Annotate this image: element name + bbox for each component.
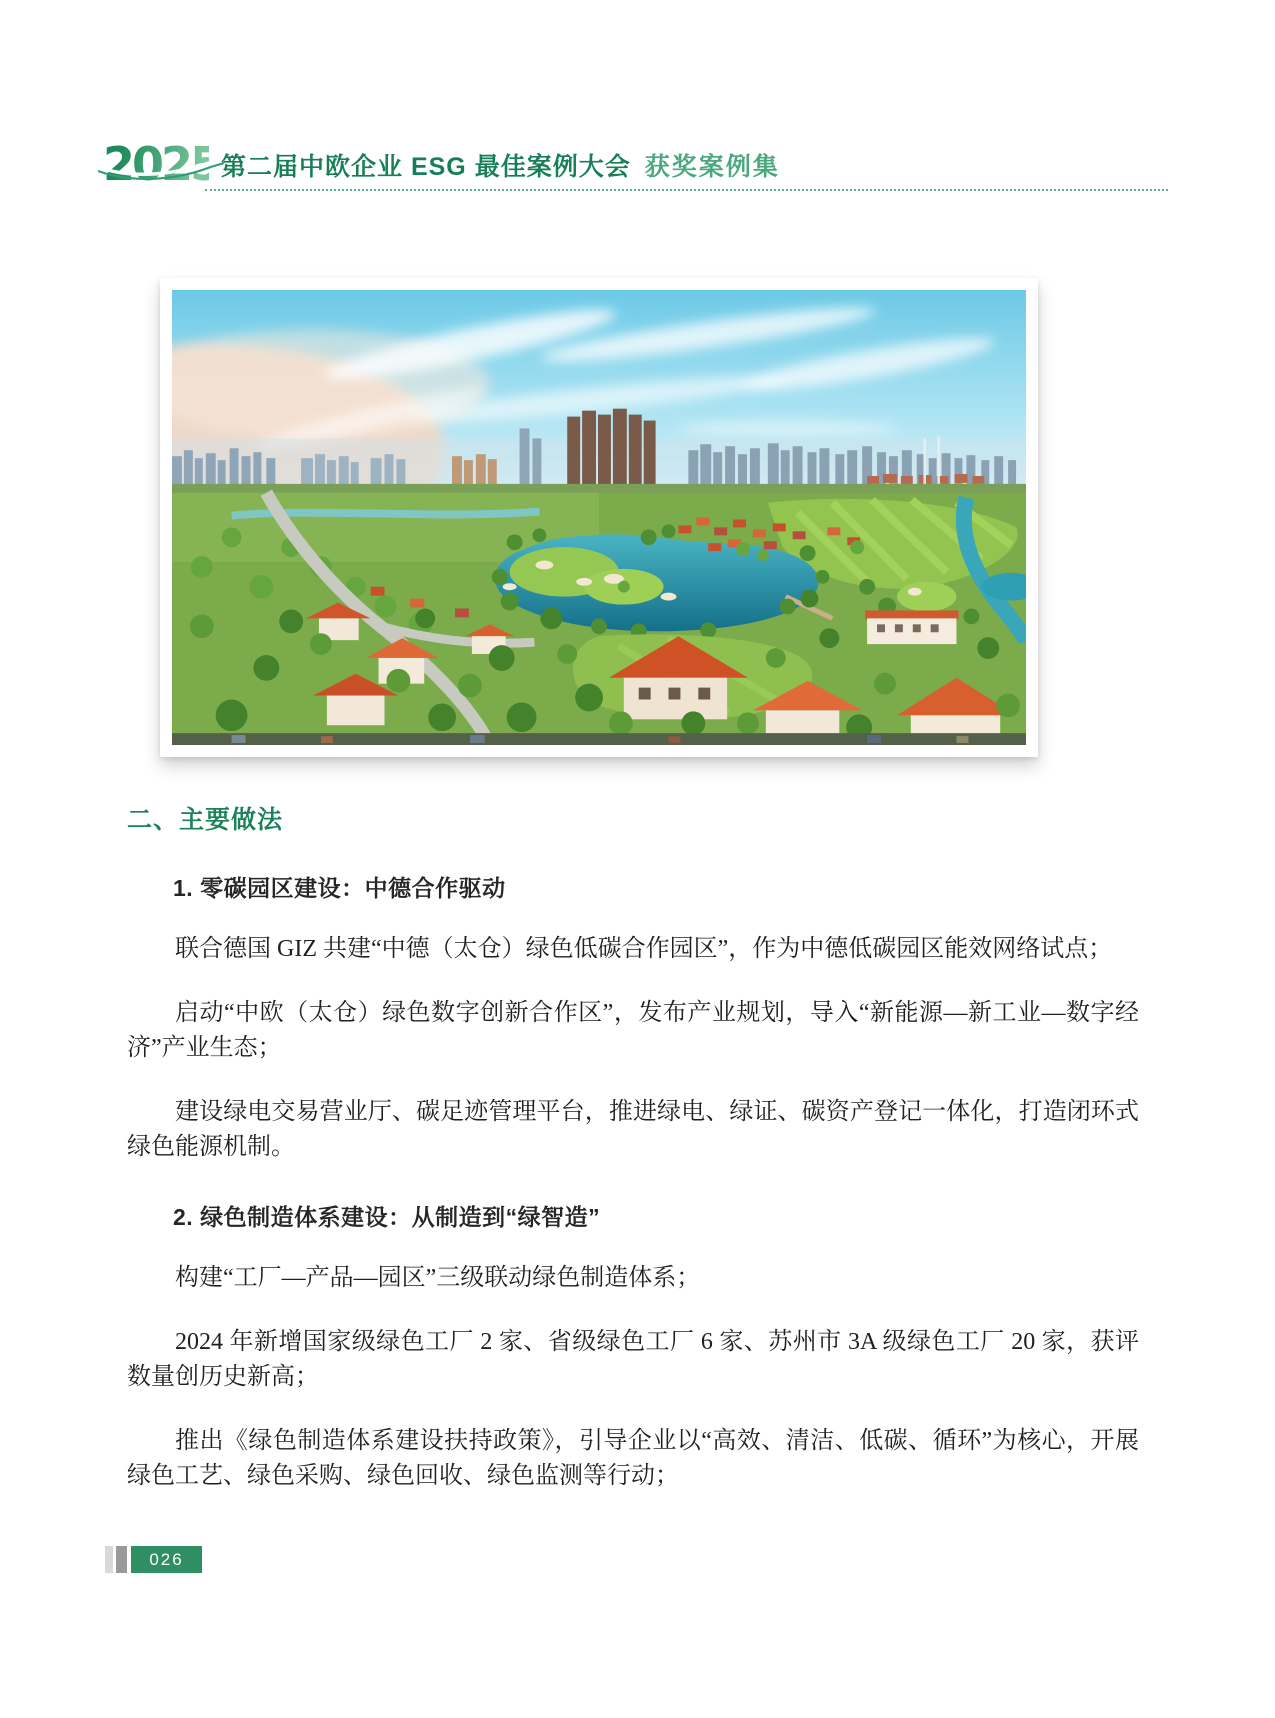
main-content (127, 800, 1139, 1494)
subsection-2-title: 2. 绿色制造体系建设：从制造到“绿智造” (173, 1204, 601, 1230)
logo-2025 (103, 137, 220, 191)
page-footer (105, 1546, 202, 1573)
paragraph-5: 2024 年新增国家级绿色工厂 2 家、省级绿色工厂 6 家、苏州市 3A 级绿色工厂 20 家，获评数量创历史新高； (127, 1329, 1139, 1390)
paragraph-4: 构建“工厂—产品—园区”三级联动绿色制造体系； (175, 1265, 701, 1291)
paragraph-2: 启动“中欧（太仓）绿色数字创新合作区”，发布产业规划，导入“新能源—新工业—数字经济”产业生态； (127, 1000, 1139, 1061)
photo-card (160, 278, 1038, 757)
header-dotted-rule (205, 189, 1168, 191)
paragraph-3: 建设绿电交易营业厅、碳足迹管理平台，推进绿电、绿证、碳资产登记一体化，打造闭环式绿色能源机制。 (127, 1099, 1139, 1160)
footer-bar-dark (116, 1546, 127, 1573)
section-title: 二、主要做法 (127, 806, 284, 834)
aerial-photo (172, 290, 1026, 745)
paragraph-6: 推出《绿色制造体系建设扶持政策》，引导企业以“高效、清洁、低碳、循环”为核心，开展绿色工艺、绿色采购、绿色回收、绿色监测等行动； (127, 1428, 1139, 1489)
footer-bar-light (105, 1546, 113, 1573)
logo-year-text: 2025 (103, 137, 220, 191)
header-subtitle: 获奖案例集 (644, 153, 780, 181)
paragraph-1: 联合德国 GIZ 共建“中德（太仓）绿色低碳合作园区”，作为中德低碳园区能效网络试点； (175, 936, 1113, 962)
header-title: 第二届中欧企业 ESG 最佳案例大会 (221, 153, 631, 181)
page-number-badge: 026 (131, 1546, 202, 1573)
subsection-1-title: 1. 零碳园区建设：中德合作驱动 (173, 875, 506, 901)
page-header (103, 137, 780, 191)
